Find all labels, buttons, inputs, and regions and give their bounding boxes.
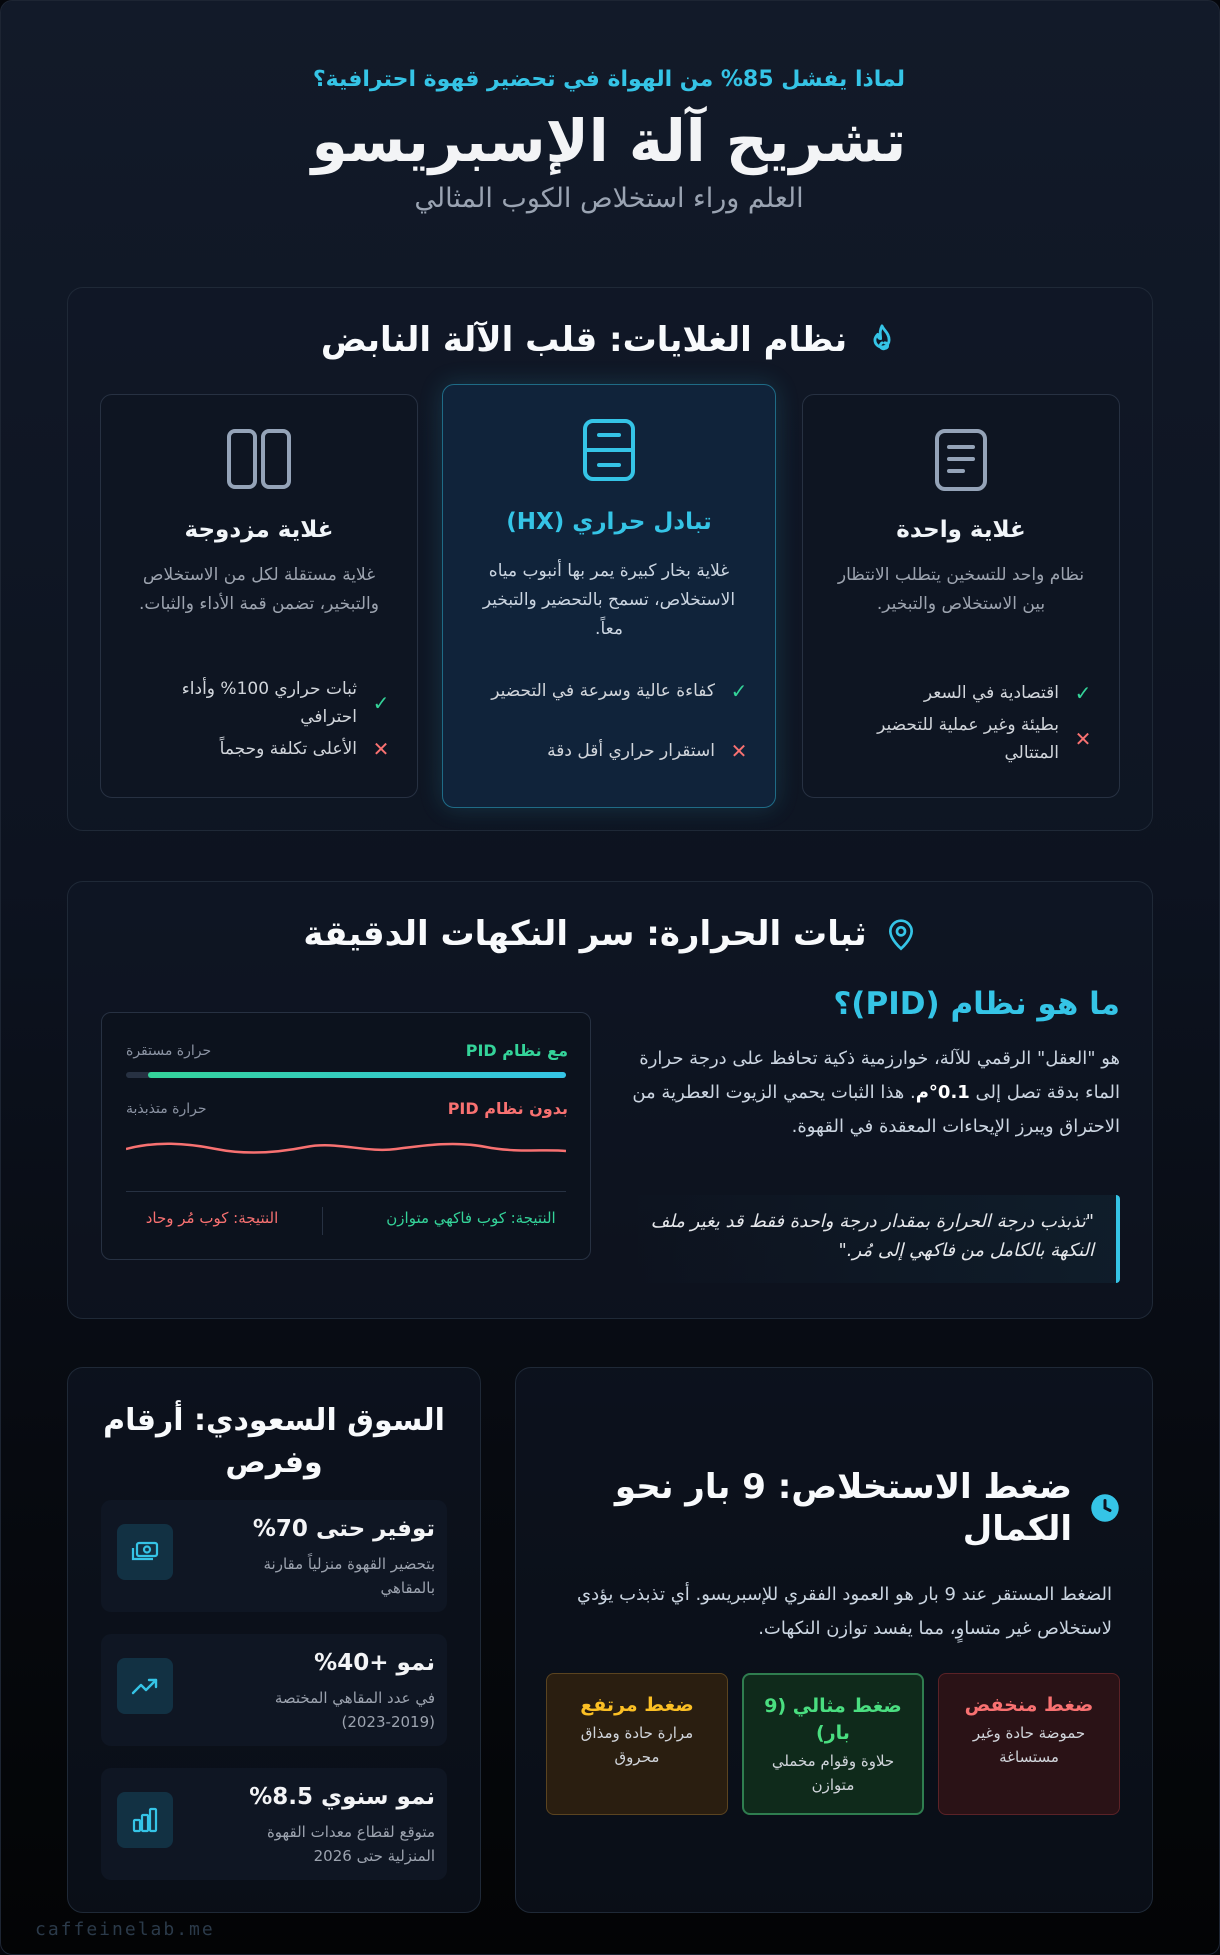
card-title: غلاية مزدوجة	[184, 517, 334, 543]
stat-title: توفير حتى 70%	[252, 1516, 435, 1542]
cross-icon: ✕	[730, 739, 748, 763]
money-icon	[117, 1524, 173, 1580]
viz-divider-vertical	[322, 1207, 323, 1235]
stat-title: نمو +40%	[314, 1650, 435, 1676]
pid-quote: "تذبذب درجة الحرارة بمقدار درجة واحدة فقط قد يغير ملف النكهة بالكامل من فاكهي إلى مُر."	[620, 1195, 1120, 1283]
card-pro	[127, 675, 391, 731]
card-pro-text: اقتصادية في السعر	[923, 683, 1059, 703]
card-con-text: الأعلى تكلفة وحجماً	[219, 739, 357, 759]
clock-icon	[1090, 1493, 1120, 1523]
stat-annual-growth	[101, 1768, 447, 1880]
card-con-text: استقرار حراري أقل دقة	[547, 741, 715, 761]
document-icon	[803, 427, 1119, 493]
footer-site-link[interactable]: caffeinelab.me	[35, 1919, 215, 1940]
stat-growth	[101, 1634, 447, 1746]
card-description: غلاية بخار كبيرة يمر بها أنبوب مياه الاستخلاص، تسمح بالتحضير والتبخير معاً.	[482, 561, 736, 639]
card-con-text: بطيئة وغير عملية للتحضير المتتالي	[877, 715, 1059, 763]
card-con	[469, 737, 749, 765]
with-pid-hint: حرارة مستقرة	[126, 1043, 212, 1059]
cross-icon: ✕	[1074, 727, 1092, 751]
pid-text-part: . هذا الثبات يحمي الزيوت العطرية من الاحتراق ويبرز الإيحاءات المعقدة في القهوة.	[632, 1082, 1120, 1137]
stable-temperature-bar	[126, 1071, 566, 1079]
stat-savings	[101, 1500, 447, 1612]
pressure-ideal-title: ضغط مثالي (9 بار)	[764, 1695, 902, 1744]
card-pro	[469, 677, 749, 705]
card-title: غلاية واحدة	[896, 517, 1026, 543]
pid-comparison-visual	[101, 1012, 591, 1260]
without-pid-hint: حرارة متذبذبة	[126, 1101, 207, 1117]
card-title: تبادل حراري (HX)	[506, 509, 712, 535]
pressure-high-title: ضغط مرتفع	[580, 1694, 694, 1716]
stat-description: في عدد المقاهي المختصة (2019-2023)	[274, 1689, 435, 1731]
card-description: نظام واحد للتسخين يتطلب الانتظار بين الاستخلاص والتبخير.	[837, 565, 1085, 614]
pid-text-part: هو "العقل" الرقمي للآلة، خوارزمية ذكية تحافظ على درجة حرارة الماء بدقة تصل إلى	[639, 1048, 1120, 1103]
pid-precision-value: 0.1°م	[915, 1082, 970, 1103]
pressure-section-header	[540, 1466, 1120, 1550]
pressure-low-desc: حموضة حادة وغير مستساغة	[972, 1724, 1086, 1766]
pressure-ideal-desc: حلاوة وقوام مخملي متوازن	[771, 1752, 895, 1794]
result-good: النتيجة: كوب فاكهي متوازن	[386, 1209, 556, 1227]
pressure-low-title: ضغط منخفض	[964, 1694, 1094, 1716]
bar-chart-icon	[117, 1792, 173, 1848]
market-section-title: السوق السعودي: أرقام وفرص	[103, 1403, 445, 1480]
without-pid-label: بدون نظام PID	[447, 1099, 568, 1118]
card-pro-text: ثبات حراري 100% وأداء احترافي	[181, 679, 357, 727]
pressure-low	[938, 1673, 1120, 1815]
temperature-section-title: ثبات الحرارة: سر النكهات الدقيقة	[303, 914, 867, 954]
location-pin-icon	[885, 916, 917, 952]
result-bad: النتيجة: كوب مُر وحاد	[145, 1209, 279, 1227]
card-pro	[829, 679, 1093, 707]
hero-kicker: لماذا يفشل 85% من الهواة في تحضير قهوة احترافية؟	[312, 67, 906, 92]
boilers-section-title: نظام الغلايات: قلب الآلة النابض	[320, 320, 848, 360]
temperature-section	[67, 881, 1153, 1319]
viz-divider	[126, 1191, 566, 1192]
pid-heading: ما هو نظام (PID)؟	[833, 986, 1120, 1022]
pressure-ideal	[742, 1673, 924, 1815]
card-con	[127, 735, 391, 763]
pressure-high-desc: مرارة حادة ومذاق محروق	[580, 1724, 694, 1766]
market-section	[67, 1367, 481, 1913]
unstable-temperature-wave	[126, 1137, 566, 1161]
dual-boiler-icon	[101, 427, 417, 491]
card-single-boiler	[802, 394, 1120, 798]
pressure-description: الضغط المستقر عند 9 بار هو العمود الفقري للإسبريسو. أي تذبذب يؤدي لاستخلاص غير متساوٍ، مما يفسد توازن النكهات.	[576, 1584, 1112, 1639]
heat-exchanger-icon	[443, 417, 775, 483]
flame-icon	[865, 323, 899, 357]
with-pid-label: مع نظام PID	[465, 1041, 568, 1060]
card-pro-text: كفاءة عالية وسرعة في التحضير	[491, 681, 715, 701]
stat-description: بتحضير القهوة منزلياً مقارنة بالمقاهي	[263, 1555, 435, 1597]
trend-up-icon	[117, 1658, 173, 1714]
temperature-section-header	[68, 914, 1152, 954]
pressure-section-title: ضغط الاستخلاص: 9 بار نحو الكمال	[614, 1467, 1072, 1549]
cross-icon: ✕	[372, 737, 390, 761]
card-description: غلاية مستقلة لكل من الاستخلاص والتبخير، تضمن قمة الأداء والثبات.	[139, 565, 379, 614]
card-heat-exchanger	[442, 384, 776, 808]
stat-description: متوقع لقطاع معدات القهوة المنزلية حتى 2026	[266, 1823, 435, 1865]
check-icon: ✓	[730, 679, 748, 703]
page-title: تشريح آلة الإسبريسو	[311, 107, 907, 175]
page-subtitle: العلم وراء استخلاص الكوب المثالي	[414, 183, 804, 214]
pressure-section	[515, 1367, 1153, 1913]
boilers-section-header	[68, 320, 1152, 360]
card-dual-boiler	[100, 394, 418, 798]
check-icon: ✓	[372, 691, 390, 715]
card-con	[829, 711, 1093, 767]
stat-title: نمو سنوي 8.5%	[249, 1784, 435, 1810]
pressure-high	[546, 1673, 728, 1815]
check-icon: ✓	[1074, 681, 1092, 705]
pid-description	[625, 1042, 1120, 1144]
boilers-section	[67, 287, 1153, 831]
